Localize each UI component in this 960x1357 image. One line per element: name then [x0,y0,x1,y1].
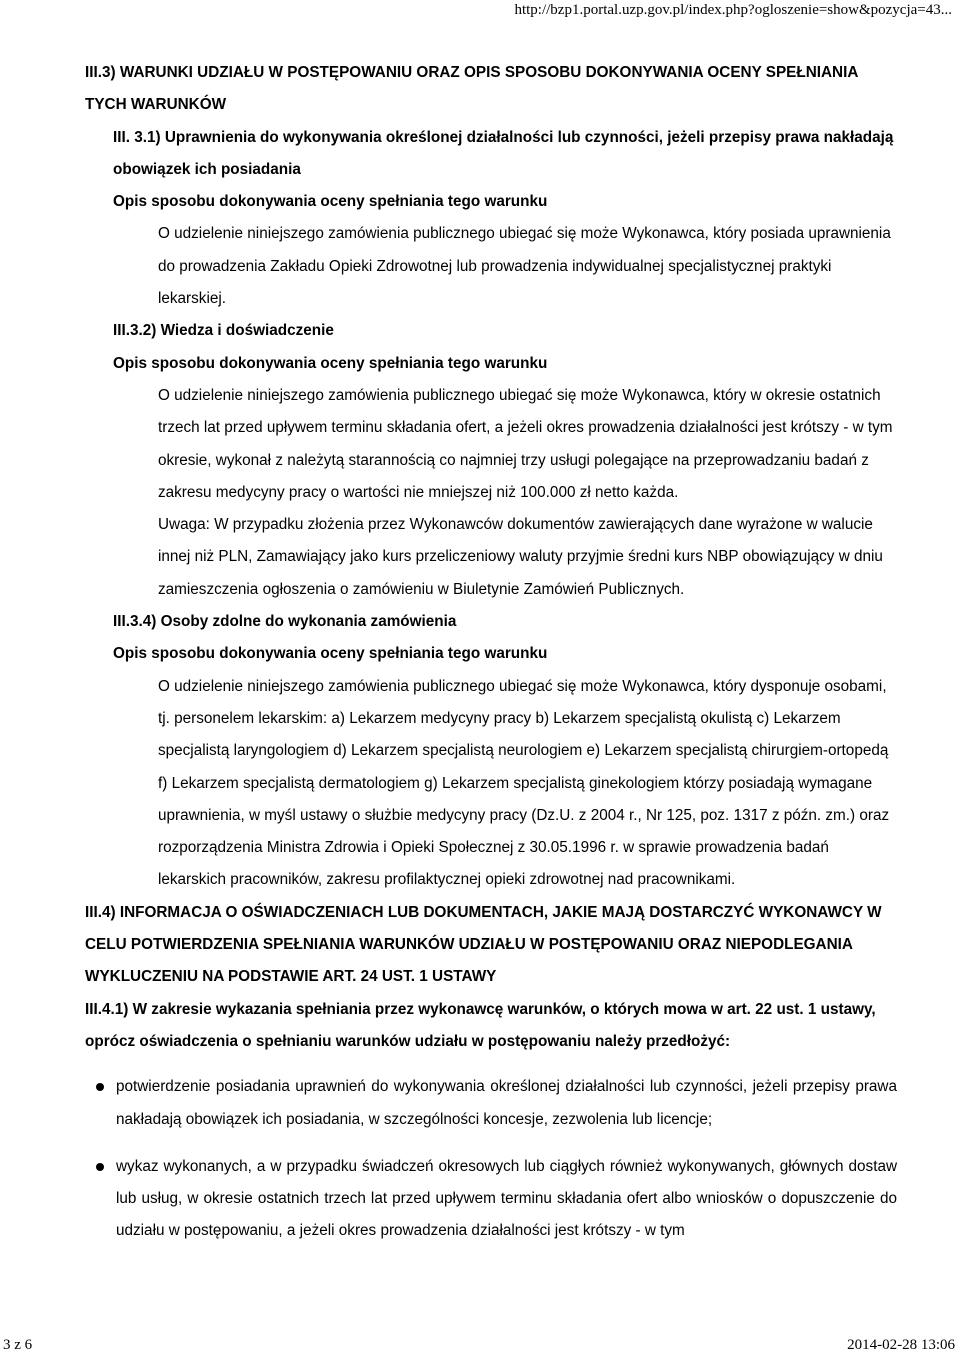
opis-label-osoby: Opis sposobu dokonywania oceny spełniania tego warunku [113,645,548,663]
condition-heading-uprawnienia: III. 3.1) Uprawnienia do wykonywania określonej działalności lub czynności, jeżeli przepisy prawa nakładają obowiązek ich posiadania [113,128,894,178]
document-body [85,57,897,1248]
list-item [85,1151,897,1248]
section-heading-warunki-udzialu: III.3) WARUNKI UDZIAŁU W POSTĘPOWANIU ORAZ OPIS SPOSOBU DOKONYWANIA OCENY SPEŁNIANIA TYCH WARUNKÓW [85,64,858,114]
bullet-icon [96,1163,104,1171]
opis-label-wiedza: Opis sposobu dokonywania oceny spełniania tego warunku [113,354,548,372]
condition-text-osoby: O udzielenie niniejszego zamówienia publicznego ubiegać się może Wykonawca, który dysponuje osobami, tj. personelem lekarskim: a) Lekarzem medycyny pracy b) Lekarzem specjalistą okulistą c) Lekarzem specjalistą laryngologiem d) Lekarzem specjalistą neurologiem e) Lekarzem specjalistą chirurgiem-ortopedą f) Lekarzem specjalistą dermatologiem g) Lekarzem specjalistą ginekologiem którzy posiadają wymagane uprawnienia, w myśl ustawy o służbie medycyny pracy (Dz.U. z 2004 r., Nr 125, poz. 1317 z późn. zm.) oraz rozporządzenia Ministra Zdrowia i Opieki Społecznej z 30.05.1996 r. w sprawie prowadzenia badań lekarskich pracowników, zakresu profilaktycznej opieki zdrowotnej nad pracownikami. [158,677,890,889]
section-heading-dokumenty: III.4) INFORMACJA O OŚWIADCZENIACH LUB DOKUMENTACH, JAKIE MAJĄ DOSTARCZYĆ WYKONAWCY W CELU POTWIERDZENIA SPEŁNIANIA WARUNKÓW UDZIAŁU W POSTĘPOWANIU ORAZ NIEPODLEGANIA WYKLUCZENIU NA PODSTAWIE ART. 24 UST. 1 USTAWY [85,903,882,986]
condition-text-wiedza: O udzielenie niniejszego zamówienia publicznego ubiegać się może Wykonawca, który w okresie ostatnich trzech lat przed upływem terminu składania ofert, a jeżeli okres prowadzenia działalności jest krótszy - w tym okresie, wykonał z należytą starannością co najmniej trzy usługi polegające na przeprowadzaniu badań z zakresu medycyny pracy o wartości nie mniejszej niż 100.000 zł netto każda. [158,386,893,501]
list-item-text: wykaz wykonanych, a w przypadku świadczeń okresowych lub ciągłych również wykonywanych, głównych dostaw lub usług, w okresie ostatnich trzech lat przed upływem terminu składania ofert albo wniosków o dopuszczenie do udziału w postępowaniu, a jeżeli okres prowadzenia działalności jest krótszy - w tym [116,1157,897,1240]
condition-heading-osoby: III.3.4) Osoby zdolne do wykonania zamówienia [113,613,457,631]
page-footer [0,1333,960,1357]
condition-note-waluta: Uwaga: W przypadku złożenia przez Wykonawców dokumentów zawierających dane wyrażone w walucie innej niż PLN, Zamawiający jako kurs przeliczeniowy waluty przyjmie średni kurs NBP obowiązujący w dniu zamieszczenia ogłoszenia o zamówieniu w Biuletynie Zamówień Publicznych. [158,516,883,598]
page-counter: 3 z 6 [3,1337,33,1353]
sub-heading-wykazanie-warunkow: III.4.1) W zakresie wykazania spełniania przez wykonawcę warunków, o których mowa w art. 22 ust. 1 ustawy, oprócz oświadczenia o spełnianiu warunków udziału w postępowaniu należy przedłożyć: [85,1000,876,1050]
condition-text-uprawnienia: O udzielenie niniejszego zamówienia publicznego ubiegać się może Wykonawca, który posiada uprawnienia do prowadzenia Zakładu Opieki Zdrowotnej lub prowadzenia indywidualnej specjalistycznej praktyki lekarskiej. [158,225,891,308]
condition-heading-wiedza: III.3.2) Wiedza i doświadczenie [113,322,334,340]
list-item [85,1071,897,1136]
print-timestamp: 2014-02-28 13:06 [847,1337,955,1353]
page-url: http://bzp1.portal.uzp.gov.pl/index.php?ogloszenie=show&pozycja=43... [514,2,952,18]
bullet-icon [96,1083,104,1091]
opis-label-uprawnienia: Opis sposobu dokonywania oceny spełniania tego warunku [113,193,548,211]
list-item-text: potwierdzenie posiadania uprawnień do wykonywania określonej działalności lub czynności, jeżeli przepisy prawa nakładają obowiązek ich posiadania, w szczególności koncesje, zezwolenia lub licencje; [116,1078,897,1128]
document-list [85,1071,897,1247]
